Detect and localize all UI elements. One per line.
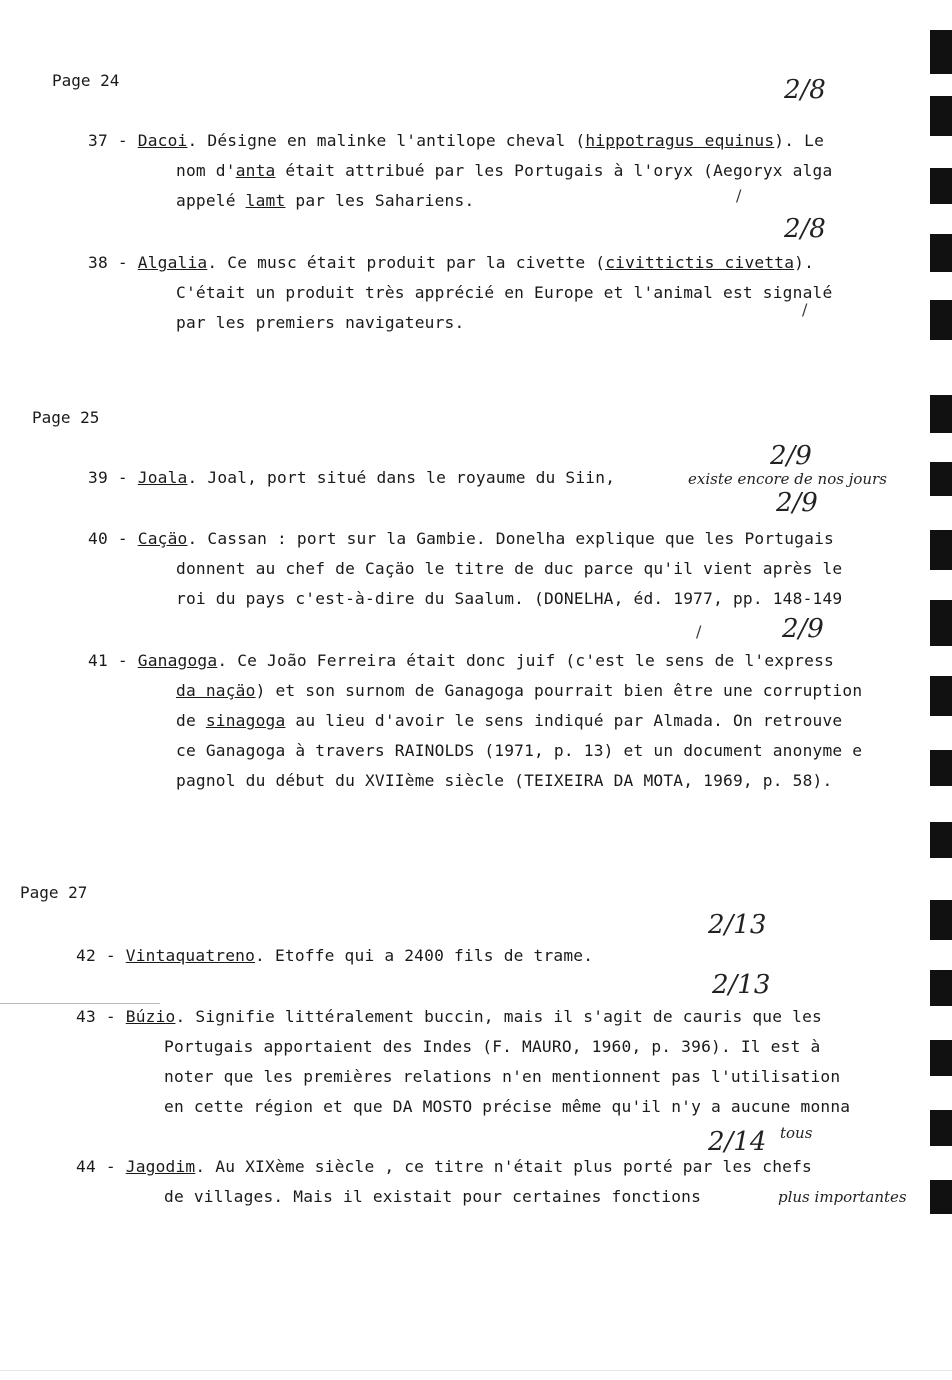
note-text: . Joal, port situé dans le royaume du Siin, (187, 468, 616, 487)
binding-hole (930, 234, 952, 272)
binding-hole (930, 900, 952, 940)
note-text: . Ce João Ferreira était donc juif (c'est le sens de l'express (217, 651, 834, 670)
handwritten-ref: 2/9 (770, 441, 812, 471)
note-text: . Signifie littéralement buccin, mais il s'agit de cauris que les (175, 1007, 822, 1026)
note-44-line-1 (76, 1157, 812, 1177)
handwritten-ref: 2/9 (782, 614, 824, 644)
note-term: Joala (137, 468, 188, 487)
handwritten-ref: 2/13 (712, 970, 771, 1000)
binding-hole (930, 750, 952, 786)
note-term: Dacoi (137, 131, 188, 150)
note-term: Caçäo (137, 529, 188, 548)
page-label-25: Page 25 (32, 408, 100, 427)
note-text: appelé (176, 191, 246, 210)
note-43-line-1 (76, 1007, 822, 1027)
note-term: lamt (245, 191, 286, 210)
note-number: 42 - (76, 946, 116, 965)
handwritten-note: tous (780, 1124, 813, 1142)
note-term: Vintaquatreno (125, 946, 256, 965)
note-38-line-1 (88, 253, 814, 273)
scan-noise (0, 1003, 160, 1004)
note-43-line-2: Portugais apportaient des Indes (F. MAURO, 1960, p. 396). Il est à (164, 1037, 821, 1056)
note-43-line-4: en cette région et que DA MOSTO précise même qu'il n'y a aucune monna (164, 1097, 851, 1116)
note-number: 38 - (88, 253, 128, 272)
binding-hole (930, 530, 952, 570)
note-text: était attribué par les Portugais à l'oryx (Aegoryx alga (275, 161, 833, 180)
binding-hole (930, 970, 952, 1006)
note-text: par les Sahariens. (285, 191, 475, 210)
note-41-line-1 (88, 651, 834, 671)
note-37-line-3 (176, 191, 474, 211)
page-label-24: Page 24 (52, 71, 120, 90)
note-43-line-3: noter que les premières relations n'en mentionnent pas l'utilisation (164, 1067, 841, 1086)
binding-strip (926, 0, 952, 1380)
note-text: au lieu d'avoir le sens indiqué par Almada. On retrouve (285, 711, 843, 730)
handwritten-note: plus importantes (778, 1188, 907, 1206)
binding-hole (930, 1180, 952, 1214)
note-text: ) et son surnom de Ganagoga pourrait bien être une corruption (255, 681, 863, 700)
handwritten-ref: 2/9 (776, 488, 818, 518)
handwritten-note: existe encore de nos jours (688, 470, 887, 488)
note-text: . Désigne en malinke l'antilope cheval ( (187, 131, 586, 150)
note-40-line-3: roi du pays c'est-à-dire du Saalum. (DONELHA, éd. 1977, pp. 148-149 (176, 589, 843, 608)
note-40-line-2: donnent au chef de Caçäo le titre de duc parce qu'il vient après le (176, 559, 843, 578)
handwritten-ref: 2/14 (708, 1127, 767, 1157)
tick-mark: / (696, 622, 702, 641)
scan-noise (0, 1370, 952, 1371)
binding-hole (930, 822, 952, 858)
binding-hole (930, 96, 952, 136)
binding-hole (930, 1110, 952, 1146)
note-text: ). Le (774, 131, 825, 150)
page-label-27: Page 27 (20, 883, 88, 902)
binding-hole (930, 462, 952, 496)
note-38-line-3: par les premiers navigateurs. (176, 313, 465, 332)
note-text: nom d' (176, 161, 236, 180)
note-text: . Au XIXème siècle , ce titre n'était plus porté par les chefs (195, 1157, 813, 1176)
tick-mark: / (736, 186, 742, 205)
note-41-line-4: ce Ganagoga à travers RAINOLDS (1971, p. 13) et un document anonyme e (176, 741, 863, 760)
note-41-line-3 (176, 711, 842, 731)
binding-hole (930, 676, 952, 716)
note-text: . Ce musc était produit par la civette ( (207, 253, 606, 272)
binding-hole (930, 168, 952, 204)
note-term: sinagoga (205, 711, 286, 730)
note-term: da naçäo (176, 681, 256, 700)
note-44-line-2: de villages. Mais il existait pour certaines fonctions (164, 1187, 702, 1206)
note-40-line-1 (88, 529, 834, 549)
binding-hole (930, 395, 952, 433)
note-number: 40 - (88, 529, 128, 548)
handwritten-ref: 2/13 (708, 910, 767, 940)
note-text: ). (794, 253, 815, 272)
note-number: 44 - (76, 1157, 116, 1176)
handwritten-ref: 2/8 (784, 75, 826, 105)
note-number: 39 - (88, 468, 128, 487)
note-41-line-2 (176, 681, 862, 701)
note-term: anta (235, 161, 276, 180)
note-text: . Cassan : port sur la Gambie. Donelha explique que les Portugais (187, 529, 834, 548)
note-41-line-5: pagnol du début du XVIIème siècle (TEIXEIRA DA MOTA, 1969, p. 58). (176, 771, 833, 790)
note-37-line-1 (88, 131, 824, 151)
note-text: de (176, 711, 206, 730)
note-text: . Etoffe qui a 2400 fils de trame. (255, 946, 594, 965)
note-37-line-2 (176, 161, 832, 181)
binding-hole (930, 30, 952, 74)
handwritten-ref: 2/8 (784, 214, 826, 244)
scientific-name: civittictis civetta (605, 253, 795, 272)
scientific-name: hippotragus equinus (585, 131, 775, 150)
note-number: 37 - (88, 131, 128, 150)
note-term: Búzio (125, 1007, 176, 1026)
binding-hole (930, 300, 952, 340)
note-term: Algalia (137, 253, 208, 272)
note-number: 43 - (76, 1007, 116, 1026)
note-term: Ganagoga (137, 651, 218, 670)
note-42-line-1 (76, 946, 593, 966)
note-term: Jagodim (125, 1157, 196, 1176)
note-38-line-2: C'était un produit très apprécié en Europe et l'animal est signalé (176, 283, 833, 302)
binding-hole (930, 600, 952, 646)
tick-mark: / (802, 300, 808, 319)
note-39-line-1 (88, 468, 615, 488)
note-number: 41 - (88, 651, 128, 670)
binding-hole (930, 1040, 952, 1076)
